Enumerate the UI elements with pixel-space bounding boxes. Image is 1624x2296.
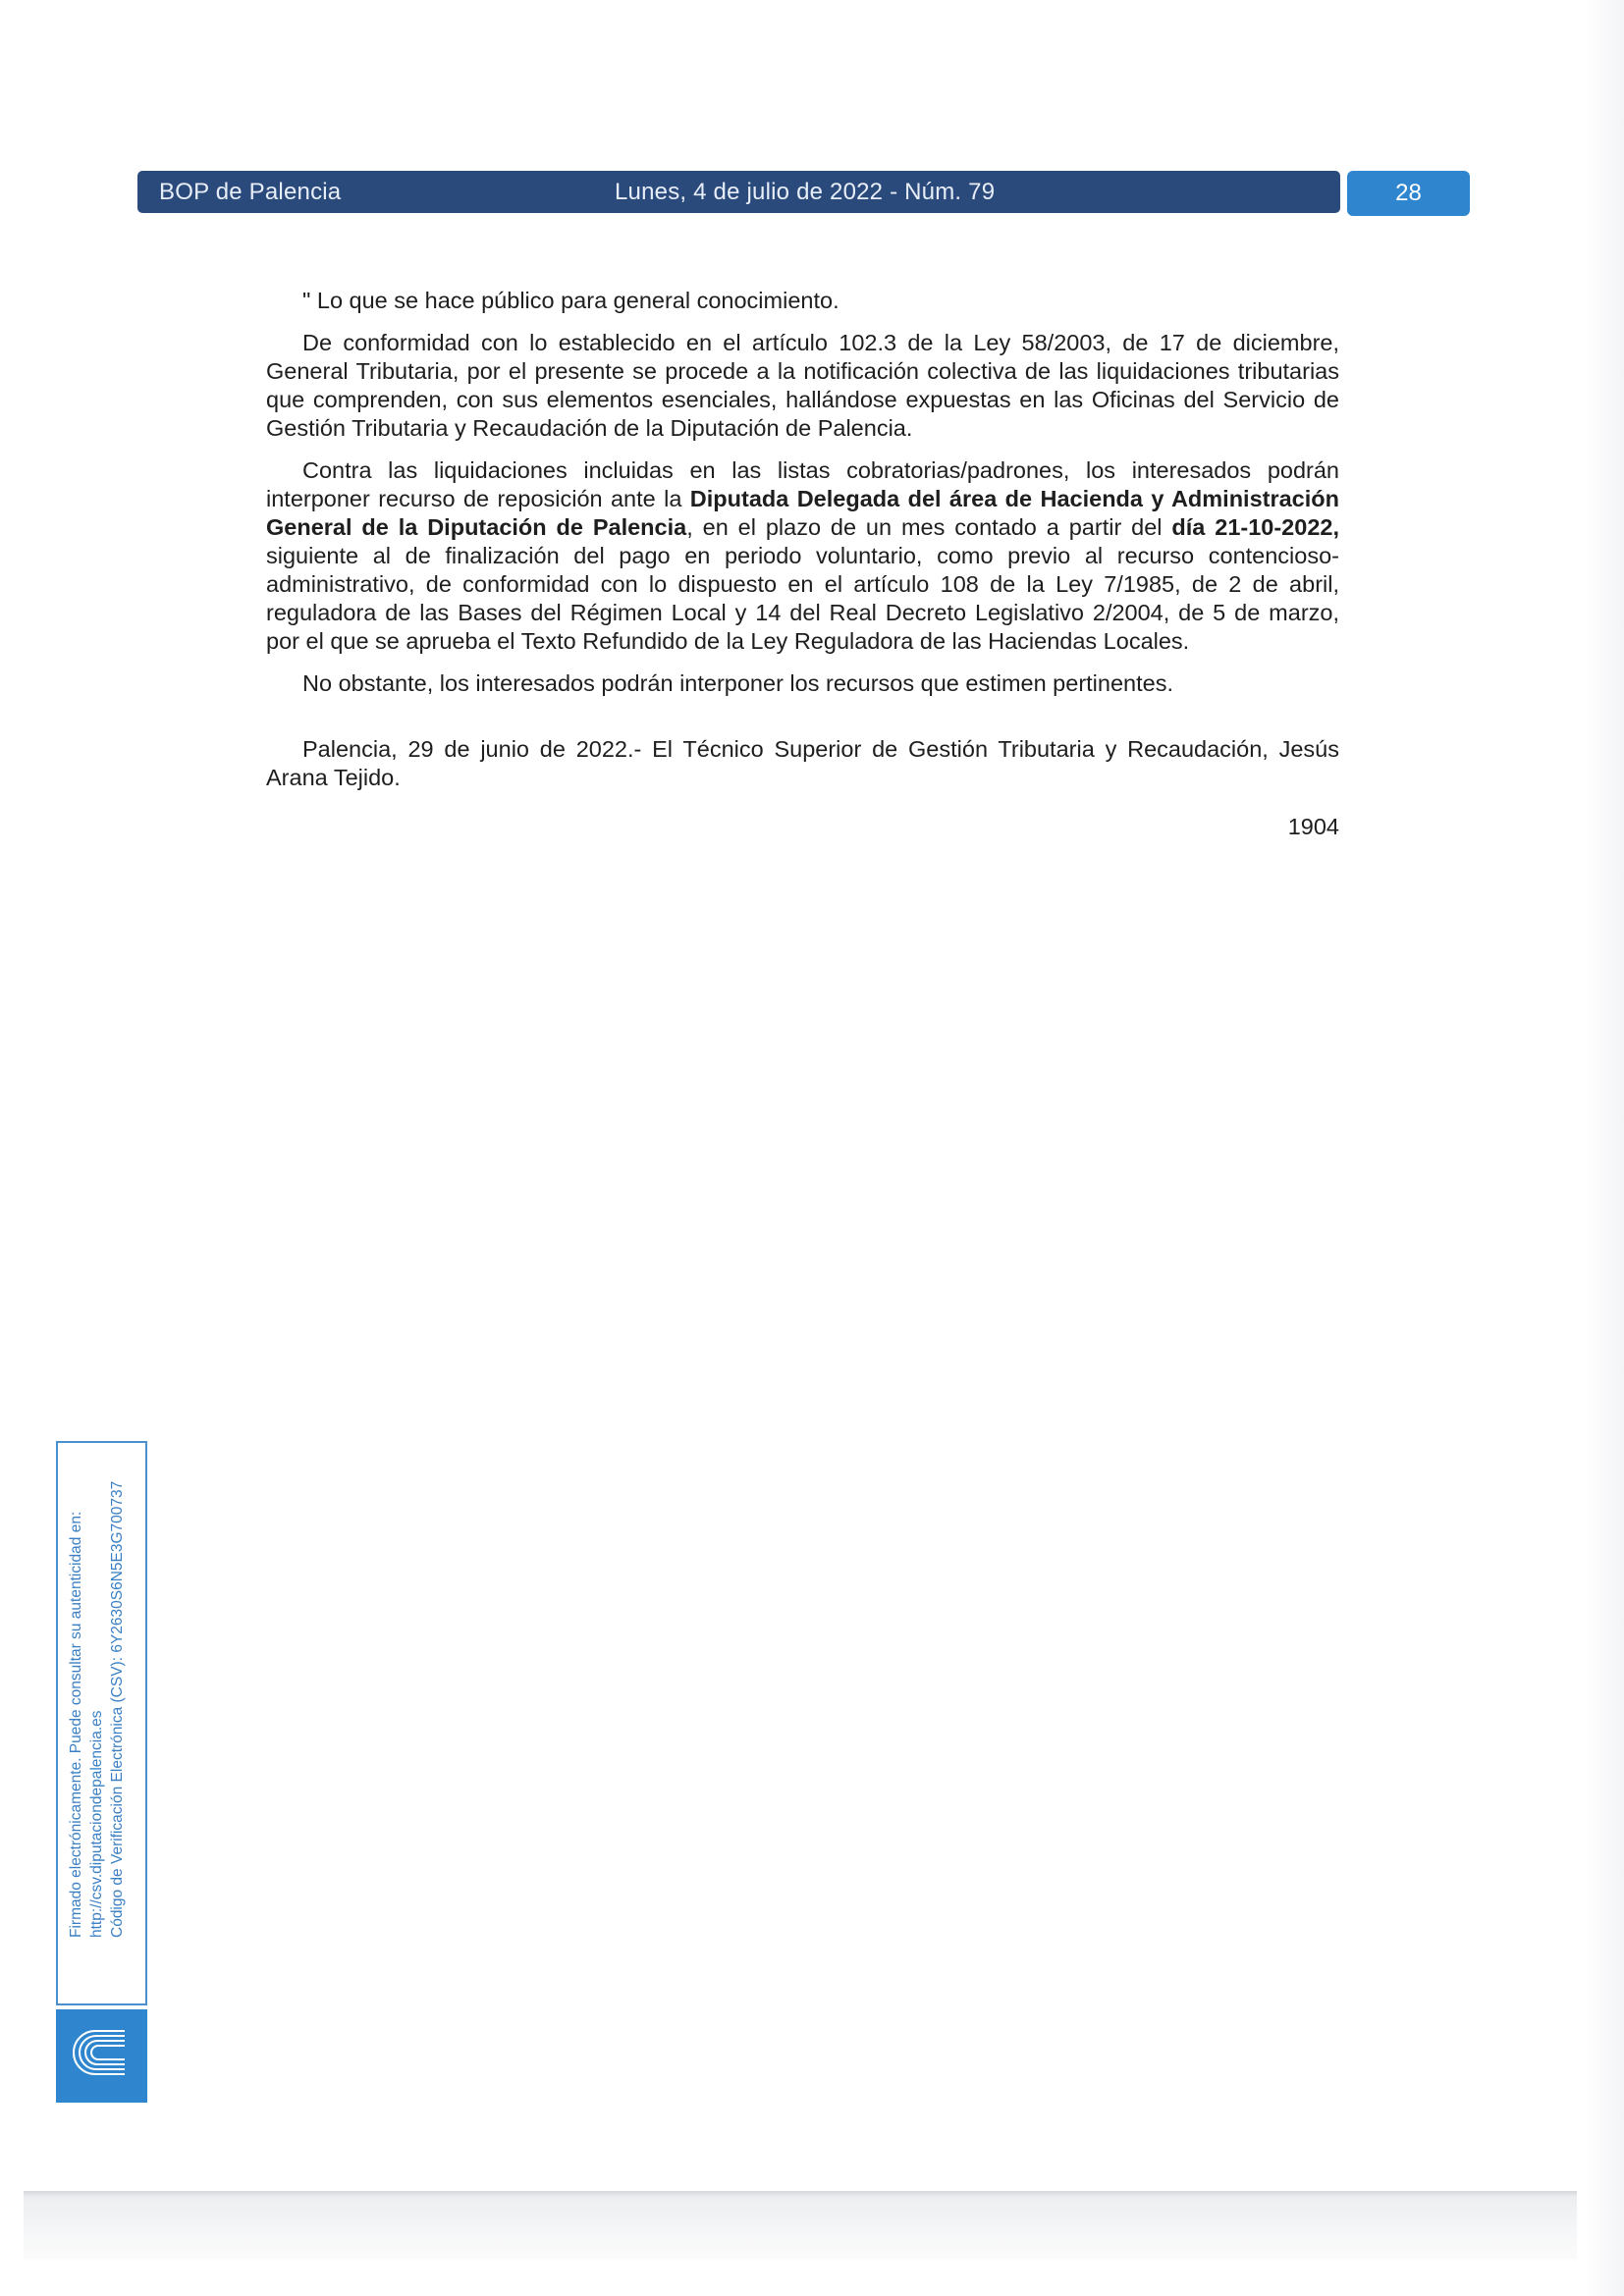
issue-date: Lunes, 4 de julio de 2022 - Núm. 79 [615, 179, 996, 205]
scan-edge [1585, 0, 1624, 2296]
page-number: 28 [1395, 180, 1422, 206]
document-body [266, 287, 1339, 806]
stamp-line-1: Firmado electrónicamente. Puede consultar su autenticidad en: [68, 1511, 84, 1938]
stamp-line-3: Código de Verificación Electrónica (CSV): 6Y2630S6N5E3G700737 [109, 1480, 126, 1938]
page-number-badge [1347, 171, 1470, 216]
paragraph-3 [266, 456, 1339, 656]
paragraph-3-date: día 21-10-2022, [1171, 514, 1339, 540]
paragraph-3-authority: Diputada Delegada del área de Hacienda y Administración General de la Diputación de Palencia [266, 486, 1339, 540]
stamp-text [66, 1457, 128, 1938]
signature: Palencia, 29 de junio de 2022.- El Técnico Superior de Gestión Tributaria y Recaudación, Jesús Arana Tejido. [266, 736, 1339, 790]
diputacion-logo-icon [56, 2009, 147, 2103]
paragraph-2: De conformidad con lo establecido en el artículo 102.3 de la Ley 58/2003, de 17 de diciembre, General Tributaria, por el presente se procede a la notificación colectiva de las liquidaciones tributarias que comprenden, con sus elementos esenciales, hallándose expuestas en las Oficinas del Servicio de Gestión Tributaria y Recaudación de la Diputación de Palencia. [266, 330, 1339, 441]
csv-verification-stamp [56, 1441, 147, 2005]
paragraph-4: No obstante, los interesados podrán interponer los recursos que estimen pertinentes. [302, 670, 1173, 696]
logo-graphic [56, 2009, 147, 2103]
publication-title: BOP de Palencia [159, 179, 342, 205]
paragraph-3-text-e: siguiente al de finalización del pago en periodo voluntario, como previo al recurso contencioso-administrativo, de conformidad con lo dispuesto en el artículo 108 de la Ley 7/1985, de 2 de abril, reguladora de las Bases del Régimen Local y 14 del Real Decreto Legislativo 2/2004, de 5 de marzo, por el que se aprueba el Texto Refundido de la Ley Reguladora de las Haciendas Locales. [266, 543, 1339, 654]
paragraph-3-text-c: , en el plazo de un mes contado a partir del [686, 514, 1172, 540]
scan-bottom-band [24, 2191, 1577, 2260]
paragraph-1: " Lo que se hace público para general conocimiento. [302, 288, 839, 313]
header-bar [137, 171, 1340, 213]
reference-number: 1904 [1287, 814, 1339, 839]
paragraph-3-text-a: Contra las liquidaciones incluidas en las listas cobratorias/padrones, los interesados podrán interponer recurso de reposición ante la [266, 457, 1339, 511]
stamp-line-2: http://csv.diputaciondepalencia.es [88, 1710, 105, 1938]
